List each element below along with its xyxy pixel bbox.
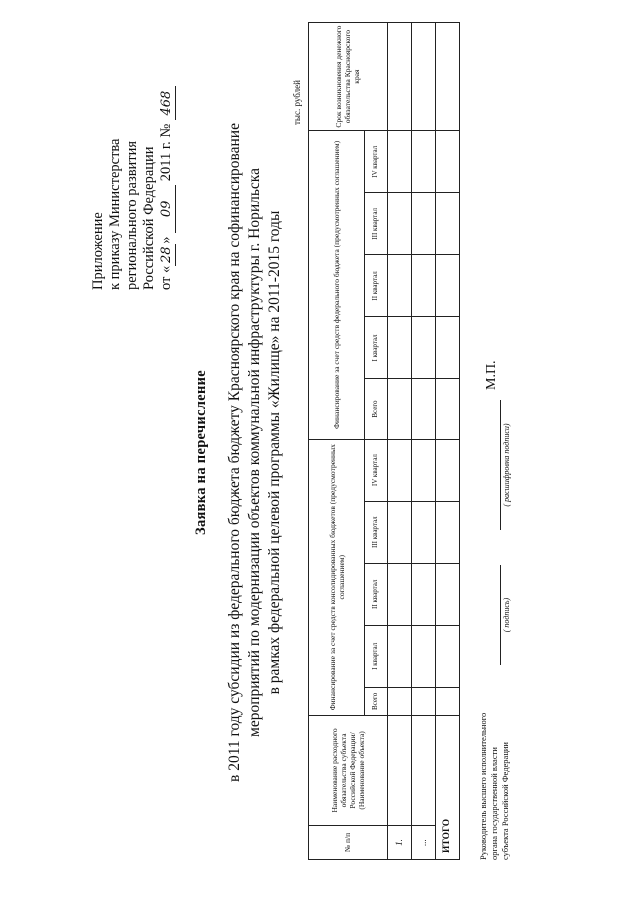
table-cell — [411, 563, 435, 625]
header-name: Наименование расходного обязательства субъекта Российской Федерации/ (Наименование объекта) — [309, 715, 388, 825]
table-cell — [387, 501, 411, 563]
signatory-line: органа государственной власти — [489, 747, 499, 860]
table-cell — [435, 23, 459, 131]
table-cell — [387, 131, 411, 193]
appendix-line: к приказу Министерства — [107, 138, 123, 290]
signatory-line: Руководитель высшего исполнительного — [478, 712, 488, 860]
appendix-line: регионального развития — [124, 140, 140, 290]
table-cell — [435, 501, 459, 563]
sub-q4: IV квартал — [365, 131, 387, 193]
sub-q1: I квартал — [365, 625, 387, 687]
table-cell — [387, 687, 411, 715]
decode-caption: ( расшифровка подписи) — [502, 423, 511, 507]
sub-q2: II квартал — [365, 255, 387, 317]
document-title: Заявка на перечисление — [193, 369, 209, 536]
table-cell — [411, 687, 435, 715]
sub-q4: IV квартал — [365, 439, 387, 501]
header-consolidated: Финансирование за счет средств консолидированных бюджетов (предусмотренных соглашением) — [309, 439, 365, 715]
signatory-title — [478, 690, 511, 860]
table-cell — [387, 715, 411, 825]
decode-field — [488, 400, 511, 530]
table-cell — [387, 439, 411, 501]
table-cell — [387, 193, 411, 255]
table-cell — [435, 563, 459, 625]
row-number: 1. — [387, 825, 411, 859]
table-cell — [387, 255, 411, 317]
units-label: тыс. рублей — [292, 80, 302, 125]
table-cell — [387, 317, 411, 379]
table-header-row — [309, 23, 365, 860]
table-cell — [387, 625, 411, 687]
signature-line — [488, 565, 501, 665]
signature-caption: ( подпись) — [502, 597, 511, 633]
subtitle-line: в рамках федеральной целевой программы «Жилище» на 2011-2015 годы — [266, 210, 283, 695]
date-mid: » — [158, 236, 174, 244]
appendix-line: Российской Федерации — [141, 146, 157, 290]
table-cell — [411, 625, 435, 687]
stamp-place: М.П. — [484, 360, 499, 390]
order-number: 468 — [158, 86, 176, 120]
signatory-line: субъекта Российской Федерации — [500, 742, 510, 860]
signature-field — [488, 565, 511, 665]
table-cell — [411, 255, 435, 317]
appendix-header — [90, 35, 176, 290]
table-cell — [435, 379, 459, 439]
decode-line — [488, 400, 501, 530]
sub-q3: III квартал — [365, 193, 387, 255]
table-cell — [387, 379, 411, 439]
table-cell — [411, 131, 435, 193]
sub-q1: I квартал — [365, 317, 387, 379]
header-number: № п/п — [309, 825, 388, 859]
row-number: ... — [411, 825, 435, 859]
appendix-line: Приложение — [90, 212, 106, 290]
table-cell — [435, 255, 459, 317]
table-cell — [435, 317, 459, 379]
date-prefix: от « — [158, 265, 174, 290]
table-row — [411, 23, 435, 860]
sub-total: Всего — [365, 379, 387, 439]
table-cell — [387, 23, 411, 131]
sub-q2: II квартал — [365, 563, 387, 625]
table-cell — [435, 687, 459, 715]
table-cell — [435, 439, 459, 501]
date-year: 2011 г. № — [158, 123, 174, 182]
table-cell — [435, 131, 459, 193]
request-table — [308, 22, 460, 860]
subtitle-line: мероприятий по модернизации объектов коммунальной инфраструктуры г. Норильска — [246, 168, 263, 737]
table-total-row — [435, 23, 459, 860]
date-day: 28 — [158, 244, 176, 266]
sub-q3: III квартал — [365, 501, 387, 563]
table-cell — [411, 23, 435, 131]
total-label: ИТОГО — [435, 715, 459, 859]
header-term: Срок возникновения денежного обязательства Красноярского края — [309, 23, 388, 131]
table-cell — [411, 439, 435, 501]
document-subtitle — [225, 60, 285, 845]
sub-total: Всего — [365, 687, 387, 715]
table-cell — [387, 563, 411, 625]
table-cell — [411, 379, 435, 439]
table-cell — [411, 317, 435, 379]
subtitle-line: в 2011 году субсидии из федерального бюджета бюджету Красноярского края на софинансирование — [226, 123, 243, 782]
table-row — [387, 23, 411, 860]
appendix-date-line — [158, 35, 176, 290]
table-cell — [411, 715, 435, 825]
table-cell — [411, 501, 435, 563]
table-cell — [435, 625, 459, 687]
table-cell — [435, 193, 459, 255]
date-month: 09 — [158, 185, 176, 233]
table-cell — [411, 193, 435, 255]
header-federal: Финансирование за счет средств федерального бюджета (предусмотренных соглашением) — [309, 131, 365, 439]
